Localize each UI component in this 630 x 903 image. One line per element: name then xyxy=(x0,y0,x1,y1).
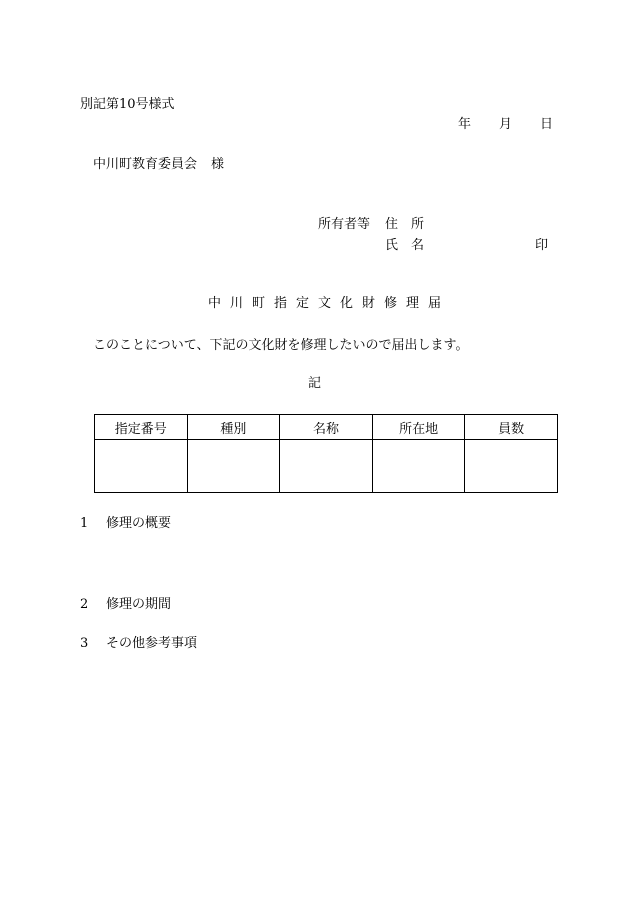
form-number: 別記第10号様式 xyxy=(80,97,175,112)
cell-location xyxy=(372,440,465,493)
header-name: 名称 xyxy=(280,415,373,440)
header-quantity: 員数 xyxy=(465,415,558,440)
date-year-label: 年 xyxy=(458,117,472,132)
cell-name xyxy=(280,440,373,493)
section-label: その他参考事項 xyxy=(106,636,198,651)
ki-heading: 記 xyxy=(308,376,322,391)
section-repair-period xyxy=(80,598,171,611)
header-designation-number: 指定番号 xyxy=(95,415,188,440)
section-number: 2 xyxy=(80,597,89,612)
cell-quantity xyxy=(465,440,558,493)
body-text: このことについて、下記の文化財を修理したいので届出します。 xyxy=(93,338,469,353)
section-label: 修理の概要 xyxy=(106,516,172,531)
table-header-row xyxy=(95,415,558,440)
cultural-property-table xyxy=(94,414,558,493)
date-day-label: 日 xyxy=(540,117,554,132)
seal-mark: 印 xyxy=(535,238,549,253)
section-other-notes xyxy=(80,637,197,650)
cell-designation-number xyxy=(95,440,188,493)
section-number: 1 xyxy=(80,516,89,531)
owner-label: 所有者等 xyxy=(318,217,371,232)
date-line xyxy=(458,118,553,131)
addressee xyxy=(93,158,224,171)
header-location: 所在地 xyxy=(372,415,465,440)
header-type: 種別 xyxy=(187,415,280,440)
document-title: 中川町指定文化財修理届 xyxy=(208,296,451,311)
name-label: 氏名 xyxy=(385,238,438,253)
section-repair-overview xyxy=(80,517,171,530)
date-month-label: 月 xyxy=(499,117,513,132)
addressee-name: 中川町教育委員会 xyxy=(93,157,198,172)
cell-type xyxy=(187,440,280,493)
addressee-honorific: 様 xyxy=(211,157,225,172)
section-label: 修理の期間 xyxy=(106,597,172,612)
address-label: 住所 xyxy=(385,217,438,232)
table-row xyxy=(95,440,558,493)
section-number: 3 xyxy=(80,636,89,651)
